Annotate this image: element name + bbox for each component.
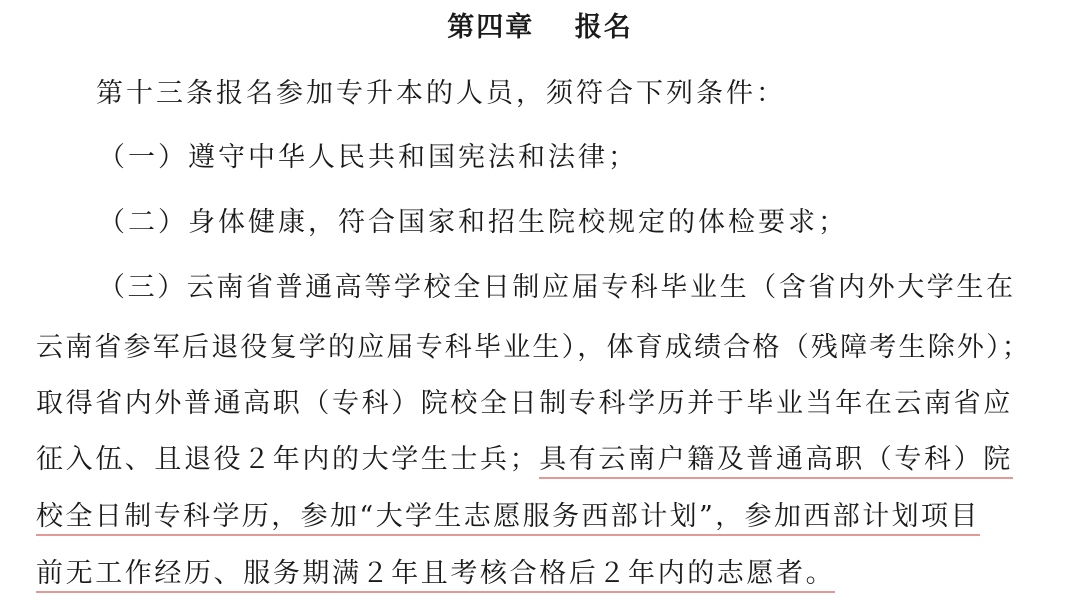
condition-item-2: （二）身体健康，符合国家和招生院校规定的体检要求； (98, 207, 848, 238)
condition-item-3-line-2: 云南省参军后退役复学的应届专科毕业生），体育成绩合格（残障考生除外）； (36, 332, 1031, 363)
chapter-title: 第四章 报名 (447, 12, 633, 43)
condition-item-3-line-4 (36, 440, 1013, 480)
condition-item-1: （一）遵守中华人民共和国宪法和法律； (98, 142, 638, 173)
underlined-text-segment: 具有云南户籍及普通高职（专科）院 (539, 444, 1013, 479)
underlined-text-segment: 前无工作经历、服务期满２年且考核合格后２年内的志愿者。 (36, 558, 835, 593)
condition-item-3-line-5 (36, 497, 980, 537)
underlined-text-segment: 校全日制专科学历，参加“大学生志愿服务西部计划”，参加西部计划项目 (36, 501, 980, 536)
condition-item-3-line-1: （三）云南省普通高等学校全日制应届专科毕业生（含省内外大学生在 (98, 272, 1016, 303)
plain-text-segment: 征入伍、且退役２年内的大学生士兵； (36, 444, 540, 475)
condition-item-3-line-6 (36, 554, 835, 594)
article-intro: 第十三条报名参加专升本的人员，须符合下列条件： (96, 78, 786, 109)
condition-item-3-line-3: 取得省内外普通高职（专科）院校全日制专科学历并于毕业当年在云南省应 (36, 388, 1013, 419)
